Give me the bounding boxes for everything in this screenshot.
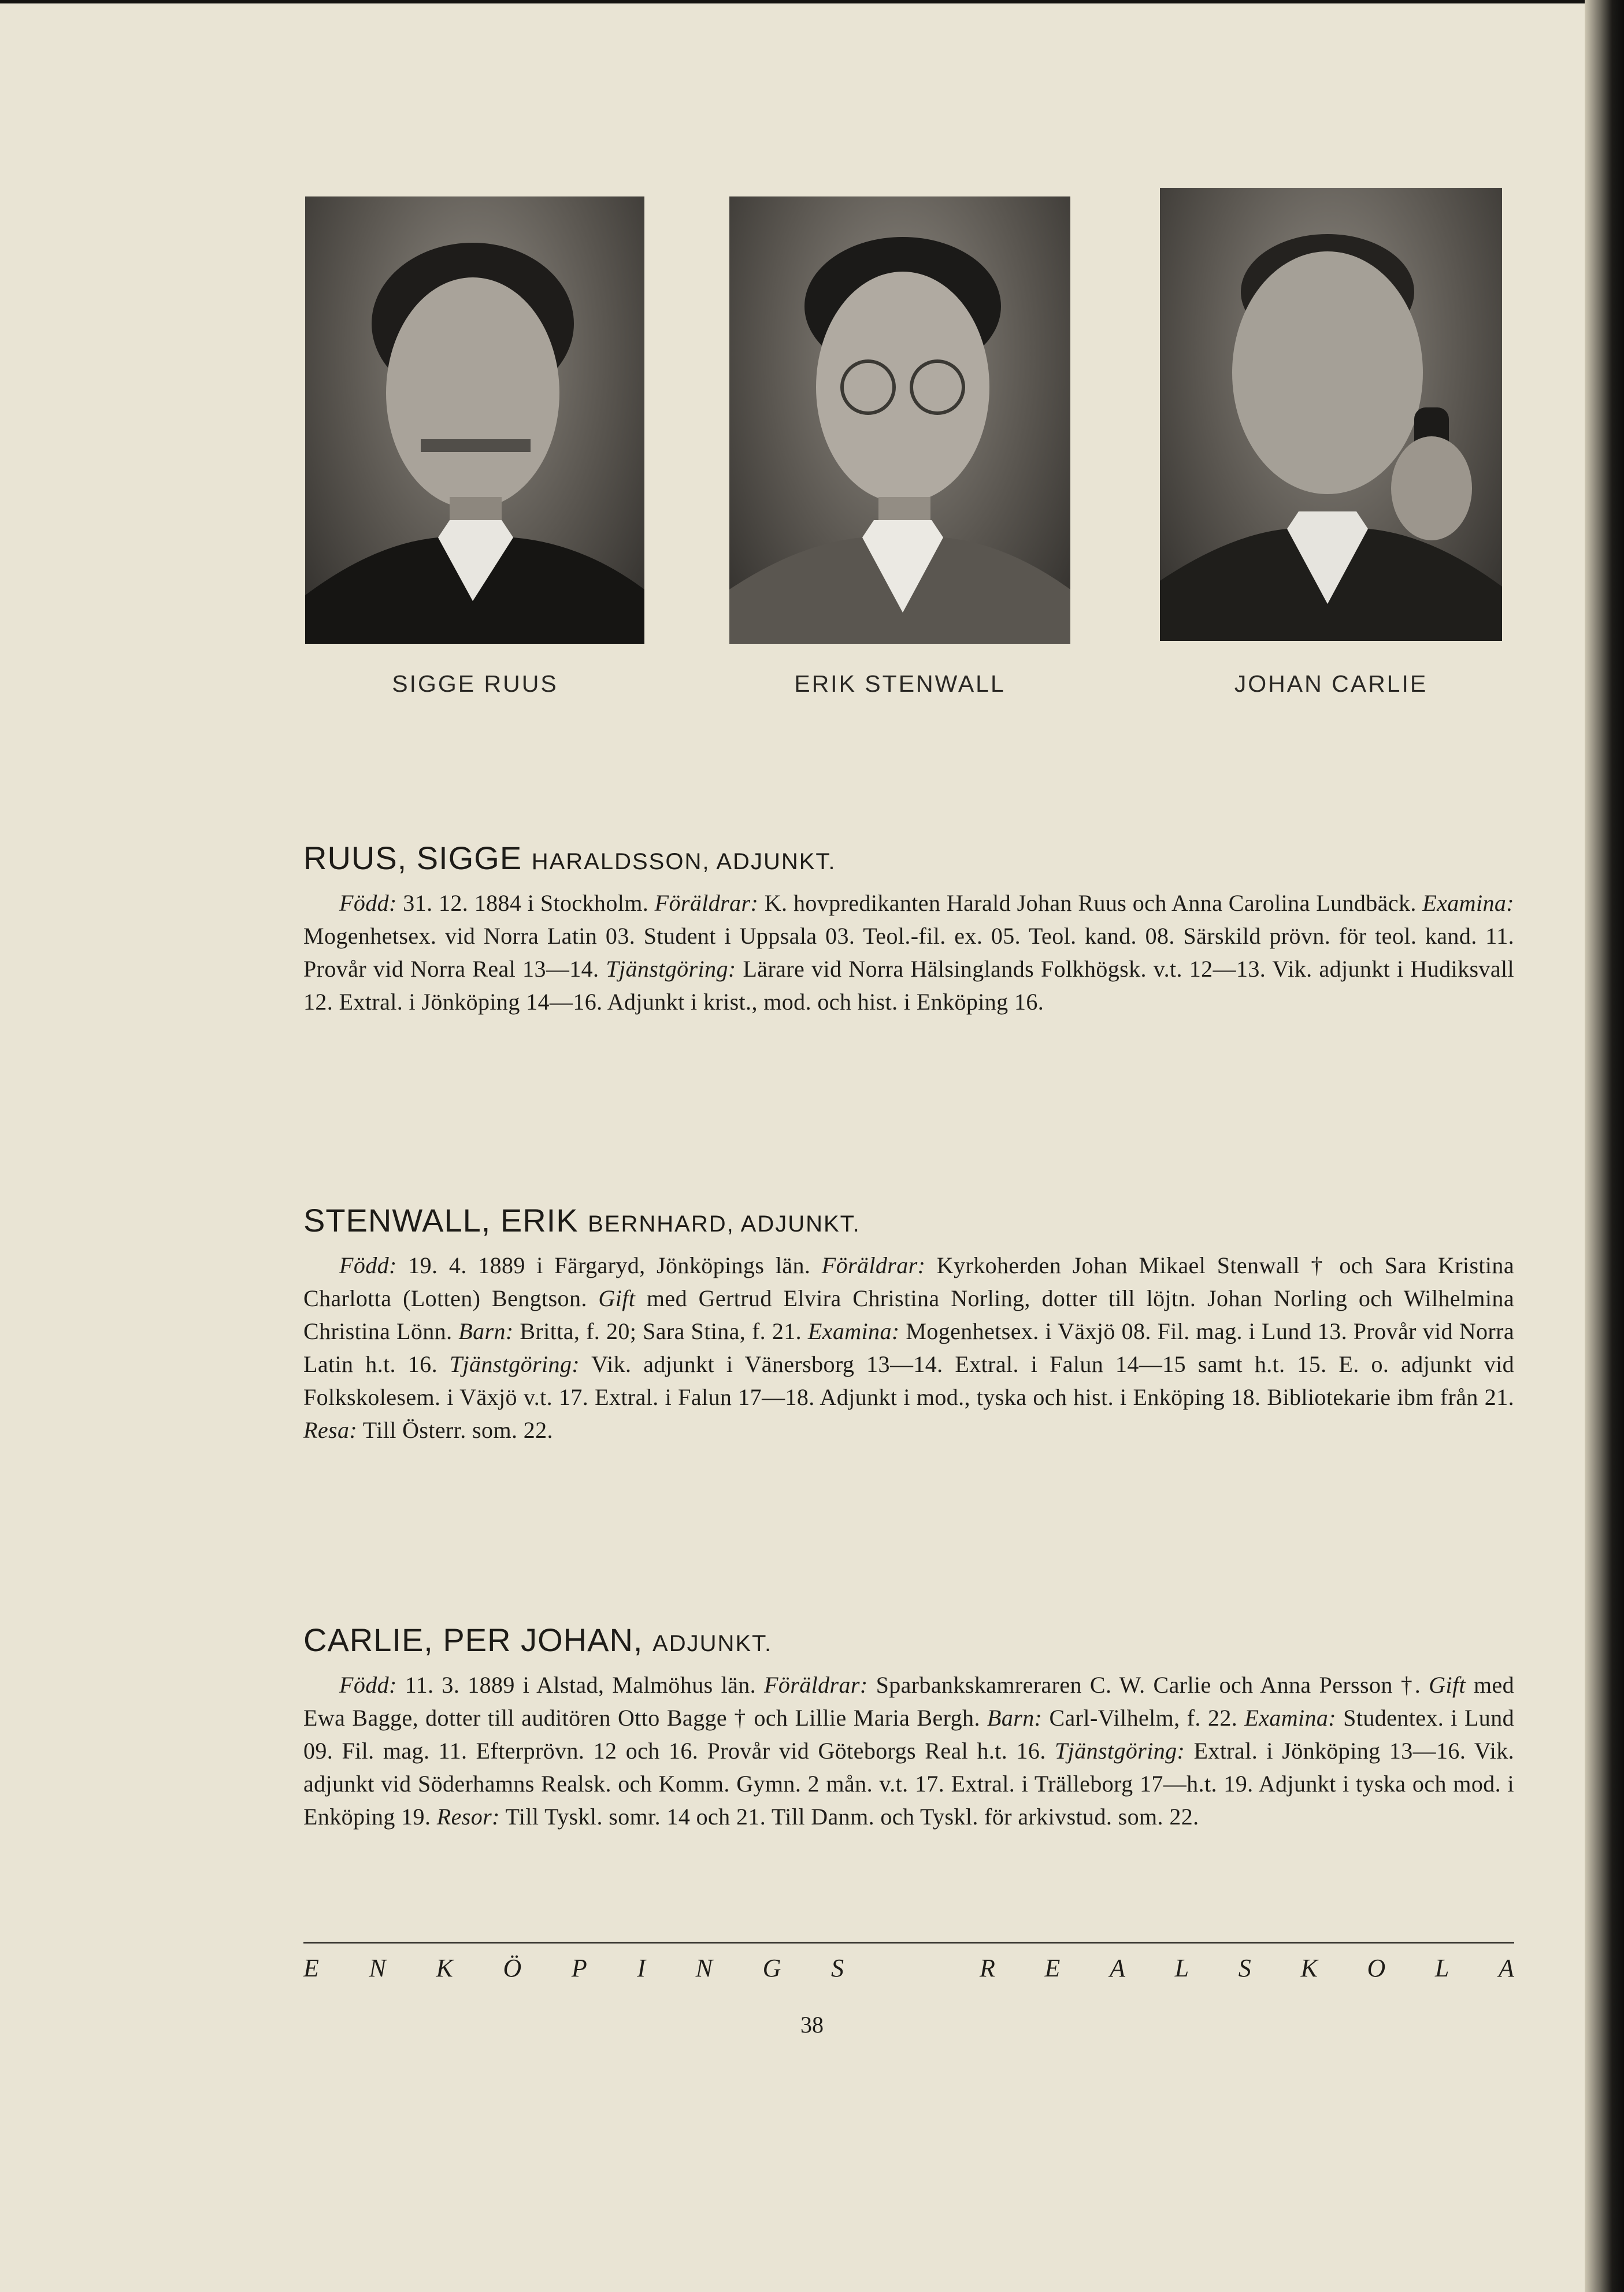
field-text: Mogenhetsex. vid Norra Latin 03. Student i Uppsala 03. Teol.-fil. ex. 05. Teol. kand. 08. Särskild prövn. för teol. kand. 11. Provår vid Norra Real 13—14. [303,923,1514,982]
field-label: Resor: [436,1804,500,1830]
photo-caption: SIGGE RUUS [392,670,558,697]
field-label: Gift [598,1285,636,1311]
field-text: med Gertrud Elvira Christina Norling, dotter till löjtn. Johan Norling och Wilhelmina Christina Lönn. [303,1285,1514,1344]
entry-heading [303,1620,1514,1664]
footer-school-name-right [980,1953,1514,1983]
portrait-erik-stenwall [729,196,1070,644]
entry-surname: RUUS, SIGGE [303,840,522,876]
field-text: K. hovpredikanten Harald Johan Ruus och Anna Carolina Lundbäck. [758,890,1423,916]
field-label: Barn: [987,1705,1043,1731]
field-text: 11. 3. 1889 i Alstad, Malmöhus län. [396,1672,765,1698]
field-text: Till Österr. som. 22. [357,1417,553,1443]
field-label: Resa: [303,1417,358,1443]
footer-letter: E [303,1954,319,1982]
footer-letter: K [1300,1954,1318,1982]
footer-letter: N [695,1954,713,1982]
field-text: med Ewa Bagge, dotter till auditören Otto Bagge † och Lillie Maria Bergh. [303,1672,1515,1731]
field-text: Britta, f. 20; Sara Stina, f. 21. [513,1318,808,1344]
footer-letter: E [1044,1954,1061,1982]
field-text: Extral. i Jönköping 13—16. Vik. adjunkt vid Söderhamns Realsk. och Komm. Gymn. 2 mån. v.t. 17. Extral. i Trälleborg 17—h.t. 19. Adjunkt i tyska och mod. i Enköping 19. [303,1738,1515,1830]
portrait-sigge-ruus [305,196,644,644]
field-text: Till Tyskl. somr. 14 och 21. Till Danm. och Tyskl. för arkivstud. som. 22. [499,1804,1199,1830]
page-top-edge [0,0,1624,3]
field-label: Examina: [1244,1705,1337,1731]
entry-heading-rest: HARALDSSON, ADJUNKT. [531,849,836,874]
footer-letter: A [1499,1954,1514,1982]
field-label: Född: [339,1252,397,1278]
photo-caption: JOHAN CARLIE [1234,670,1428,697]
footer-letter: L [1434,1954,1449,1982]
entry-heading-rest: BERNHARD, ADJUNKT. [588,1211,861,1237]
field-label: Född: [339,1672,397,1698]
field-label: Född: [339,890,397,916]
footer-letter: K [436,1954,453,1982]
footer-school-name-left [303,1953,844,1983]
field-label: Gift [1429,1672,1466,1698]
page-number: 38 [800,2012,824,2038]
entry-heading [303,1200,1514,1244]
field-text: Vik. adjunkt i Vänersborg 13—14. Extral. i Falun 14—15 samt h.t. 15. E. o. adjunkt vid Folkskolesem. i Växjö v.t. 17. Extral. i Falun 17—18. Adjunkt i mod., tyska och hist. i Enköping 18. Bibliotekarie ibm från 21. [303,1351,1515,1410]
entry-surname: CARLIE, PER JOHAN, [303,1622,643,1658]
footer-letter: A [1110,1954,1125,1982]
footer-letter: G [762,1954,781,1982]
field-label: Tjänstgöring: [449,1351,580,1377]
entry-heading [303,838,1514,882]
photo-caption: ERIK STENWALL [794,670,1006,697]
field-label: Examina: [807,1318,900,1344]
entry-heading-rest: ADJUNKT. [652,1631,773,1656]
field-label: Föräldrar: [821,1252,926,1278]
field-text: Lärare vid Norra Hälsinglands Folkhögsk. v.t. 12—13. Vik. adjunkt i Hudiksvall 12. Extral. i Jönköping 14—16. Adjunkt i krist., mod. och hist. i Enköping 16. [303,956,1515,1015]
field-label: Barn: [458,1318,514,1344]
footer-letter: R [980,1954,995,1982]
biography-entry [303,1200,1514,1447]
entry-body [303,1668,1514,1833]
biography-entry [303,1620,1514,1833]
field-text: Studentex. i Lund 09. Fil. mag. 11. Efterprövn. 12 och 16. Provår vid Göteborgs Real h.t. 16. [303,1705,1514,1764]
field-label: Examina: [1422,890,1514,916]
field-text: Kyrkoherden Johan Mikael Stenwall † och Sara Kristina Charlotta (Lotten) Bengtson. [303,1252,1514,1311]
entry-body [303,1249,1514,1447]
field-text: Sparbankskamreraren C. W. Carlie och Anna Persson †. [867,1672,1429,1698]
field-text: Mogenhetsex. i Växjö 08. Fil. mag. i Lund 13. Provår vid Norra Latin h.t. 16. [303,1318,1514,1377]
footer-letter: S [1238,1954,1251,1982]
field-text: 19. 4. 1889 i Färgaryd, Jönköpings län. [396,1252,822,1278]
field-text: Carl-Vilhelm, f. 22. [1042,1705,1245,1731]
footer-letter: S [830,1954,844,1982]
footer-rule [303,1942,1514,1944]
biography-entry [303,838,1514,1018]
footer-letter: P [571,1954,587,1982]
page-binding-edge [1585,0,1624,2292]
footer-letter: L [1174,1954,1189,1982]
field-label: Föräldrar: [764,1672,868,1698]
field-label: Föräldrar: [654,890,759,916]
footer-letter: N [369,1954,386,1982]
entry-body [303,887,1514,1018]
field-label: Tjänstgöring: [606,956,736,982]
portrait-johan-carlie [1160,188,1502,641]
footer-letter: Ö [503,1954,522,1982]
footer-letter: I [637,1954,646,1982]
field-label: Tjänstgöring: [1055,1738,1185,1764]
field-text: 31. 12. 1884 i Stockholm. [396,890,655,916]
entry-surname: STENWALL, ERIK [303,1202,579,1238]
footer-letter: O [1367,1954,1386,1982]
